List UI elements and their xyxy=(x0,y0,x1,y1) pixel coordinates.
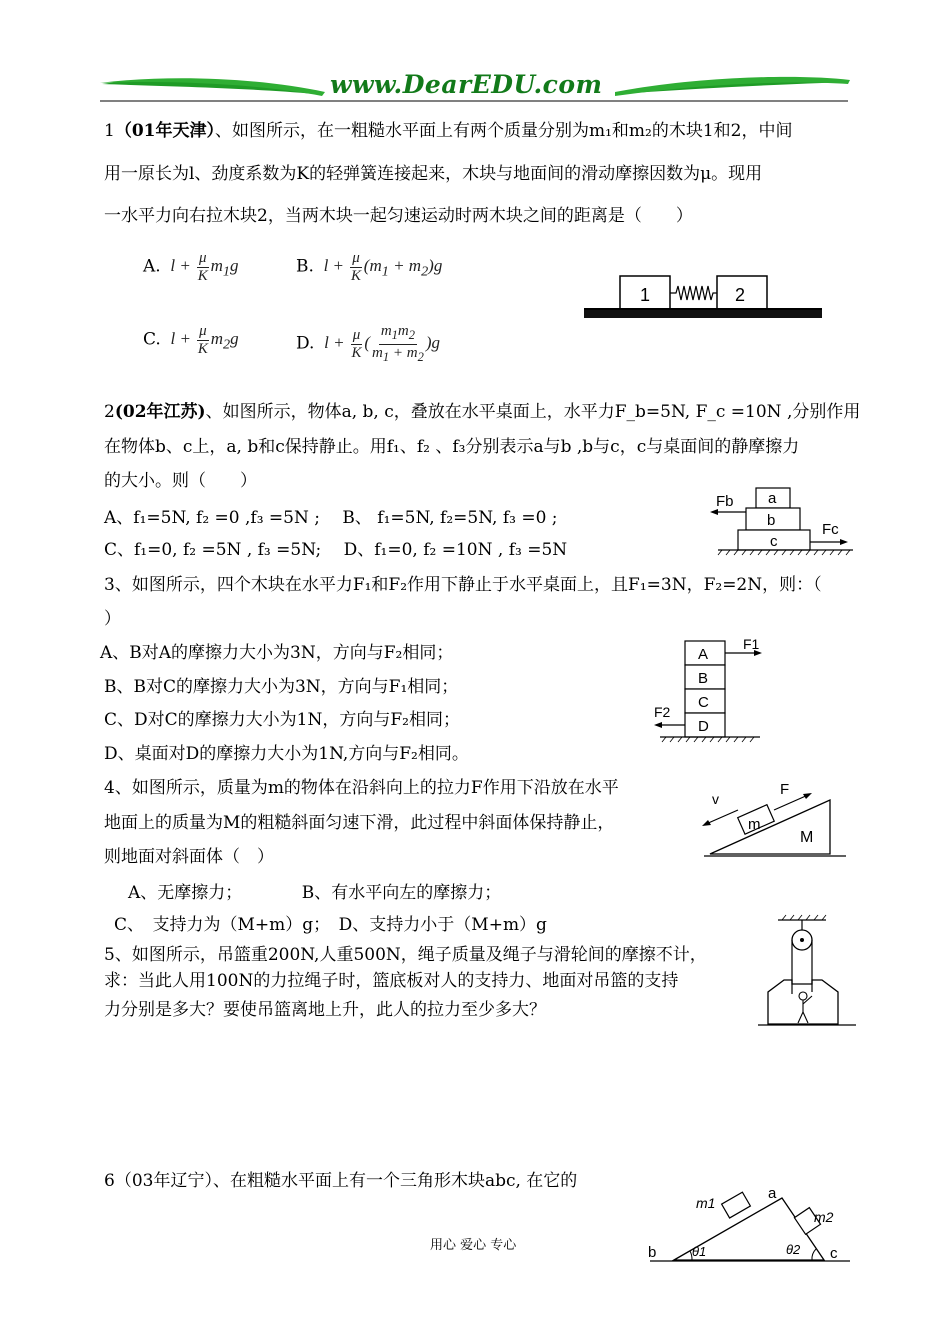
q1-block2-label: 2 xyxy=(735,285,746,305)
q3-option-c: C、D对C的摩擦力大小为1N，方向与F₂相同； xyxy=(104,710,460,730)
q2-stacked-blocks-diagram xyxy=(708,484,858,560)
person-head-icon xyxy=(799,992,807,1000)
q3-force-f1-label: F1 xyxy=(743,636,760,652)
q4-options-2: C、 支持力为（M+m）g； D、支持力小于（M+m）g xyxy=(114,915,547,935)
q3-option-a: A、B对A的摩擦力大小为3N，方向与F₂相同； xyxy=(100,643,454,663)
arrow-left-icon xyxy=(654,722,662,728)
footer-motto: 用心 爱心 专心 xyxy=(430,1238,517,1253)
q1-text-1: 、如图所示，在一粗糙水平面上有两个质量分别为m₁和m₂的木块1和2，中间 xyxy=(215,121,793,141)
q1-source: （01年天津） xyxy=(114,121,215,141)
q3-block-c-label: C xyxy=(698,694,709,711)
q6-angle-theta2-label: θ2 xyxy=(786,1242,801,1257)
q6-triangle-wedge-diagram xyxy=(640,1184,856,1264)
q2-line1 xyxy=(104,401,860,423)
q1-line2: 用一原长为l、劲度系数为K的轻弹簧连接起来，木块与地面间的滑动摩擦因数为μ。现用 xyxy=(104,164,763,184)
q2-text-1: 、如图所示，物体a, b, c，叠放在水平桌面上，水平力F_b=5N, F_c =10N ,分别作用 xyxy=(205,402,861,422)
q3-block-a-label: A xyxy=(698,646,709,663)
q6-vertex-b-label: b xyxy=(648,1244,657,1261)
arrow-right-icon xyxy=(840,539,848,545)
q6-line1: 6（03年辽宁）、在粗糙水平面上有一个三角形木块abc, 在它的 xyxy=(104,1171,578,1191)
q1-line1 xyxy=(104,120,793,142)
q1-option-c-formula: l + $\frac{\mu}{K}$ $m_2g$ xyxy=(166,323,239,357)
arrow-down-left-icon xyxy=(702,820,711,826)
q1-option-c-label: C. xyxy=(143,329,161,350)
header-banner xyxy=(100,70,850,106)
q4-velocity-label: v xyxy=(712,791,719,807)
q3-force-f2-label: F2 xyxy=(654,704,671,720)
q4-line2: 地面上的质量为M的粗糙斜面匀速下滑，此过程中斜面体保持静止， xyxy=(104,813,615,833)
q1-option-b-formula: l + $\frac{\mu}{K}$ $(m_1 + m_2)g$ xyxy=(319,250,443,284)
q4-incline-diagram xyxy=(700,780,850,864)
q2-source: (02年江苏) xyxy=(114,402,206,422)
q4-block-m-label: m xyxy=(748,816,761,833)
q1-option-b xyxy=(296,250,442,285)
q3-option-d: D、桌面对D的摩擦力大小为1N,方向与F₂相同。 xyxy=(104,744,469,764)
q1-option-b-label: B. xyxy=(296,256,314,277)
q6-mass-m1-label: m1 xyxy=(696,1195,716,1211)
q3-option-b: B、B对C的摩擦力大小为3N，方向与F₁相同； xyxy=(104,677,459,697)
q1-option-a xyxy=(143,250,238,285)
q2-force-fb-label: Fb xyxy=(716,493,734,510)
q4-incline-M-label: M xyxy=(800,829,814,846)
q1-line3: 一水平力向右拉木块2，当两木块一起匀速运动时两木块之间的距离是（ ） xyxy=(104,206,693,226)
q2-force-fc-label: Fc xyxy=(822,521,839,538)
q6-mass-m2-label: m2 xyxy=(814,1209,834,1225)
q3-block-b-label: B xyxy=(698,670,709,687)
q3-line2: ） xyxy=(104,609,121,629)
q5-line1: 5、如图所示，吊篮重200N,人重500N，绳子质量及绳子与滑轮间的摩擦不计， xyxy=(104,945,707,965)
spring-icon xyxy=(670,286,717,300)
q4-line3: 则地面对斜面体（ ） xyxy=(104,847,274,867)
q2-number: 2 xyxy=(104,402,115,422)
q6-vertex-c-label: c xyxy=(830,1245,838,1262)
q2-line3: 的大小。则（ ） xyxy=(104,471,257,491)
q1-option-c xyxy=(143,323,239,358)
q3-four-blocks-diagram xyxy=(650,633,780,745)
q2-block-a-label: a xyxy=(768,490,777,507)
q1-option-d-label: D. xyxy=(296,333,315,354)
q2-block-b-label: b xyxy=(767,512,776,529)
q4-options-1: A、无摩擦力； B、有水平向左的摩擦力； xyxy=(128,883,502,903)
q4-line1: 4、如图所示，质量为m的物体在沿斜向上的拉力F作用下沿放在水平 xyxy=(104,778,619,798)
q3-line1: 3、如图所示，四个木块在水平力F₁和F₂作用下静止于水平桌面上，且F₁=3N，F₂=2N，则：（ xyxy=(104,575,822,595)
q5-basket-pulley-diagram xyxy=(756,912,860,1032)
q5-line2: 求：当此人用100N的力拉绳子时，篮底板对人的支持力、地面对吊篮的支持 xyxy=(104,971,679,991)
q6-vertex-a-label: a xyxy=(768,1185,777,1202)
q1-spring-blocks-diagram xyxy=(582,268,824,324)
q1-option-a-formula: l + $\frac{\mu}{K}$ $m_1g$ xyxy=(166,250,239,284)
site-logo: www.DearEDU.com xyxy=(330,70,603,99)
q1-number: 1 xyxy=(104,121,115,141)
arrow-up-right-icon xyxy=(803,793,812,799)
q2-block-c-label: c xyxy=(770,533,778,550)
q5-line3: 力分别是多大？要使吊篮离地上升，此人的拉力至少多大？ xyxy=(104,1000,546,1020)
q1-option-d-formula: l + $\frac{\mu}{K}$ ( $\frac{m_1m_2}{m_1 + m_2}$ )g xyxy=(319,323,440,364)
q2-options-2: C、f₁=0, f₂ =5N , f₃ =5N; D、f₁=0, f₂ =10N , f₃ =5N xyxy=(104,540,568,560)
q1-option-d xyxy=(296,323,440,366)
q3-block-d-label: D xyxy=(698,718,709,735)
q2-line2: 在物体b、c上，a, b和c保持静止。用f₁、f₂ 、f₃分别表示a与b ,b与c，c与桌面间的静摩擦力 xyxy=(104,437,800,457)
q1-option-a-label: A. xyxy=(143,256,161,277)
q2-options-1: A、f₁=5N, f₂ =0 ,f₃ =5N ; B、 f₁=5N, f₂=5N, f₃ =0 ; xyxy=(104,508,558,528)
q1-block1-label: 1 xyxy=(640,285,651,305)
q4-force-F-label: F xyxy=(780,781,790,798)
q6-angle-theta1-label: θ1 xyxy=(692,1244,707,1259)
